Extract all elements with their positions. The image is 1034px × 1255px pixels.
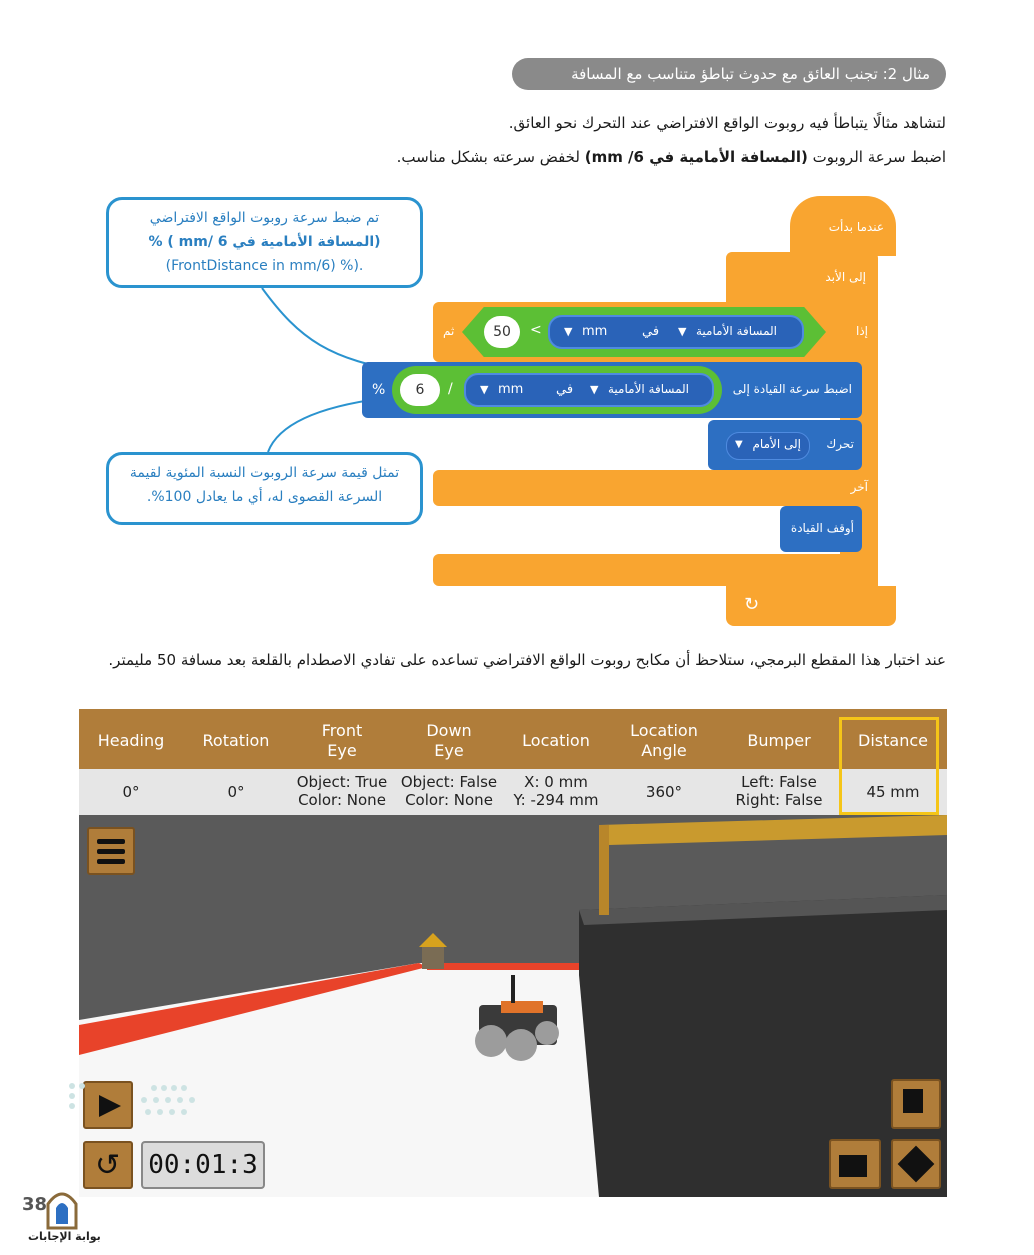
unit-label: mm bbox=[582, 324, 608, 339]
page-number: 38 bbox=[22, 1194, 48, 1215]
direction-label: إلى الأمام bbox=[752, 437, 801, 451]
top-view-camera-button[interactable] bbox=[891, 1079, 941, 1129]
column-header-2: Front Eye bbox=[321, 721, 363, 760]
drone-camera-icon bbox=[898, 1146, 935, 1183]
follow-camera-button[interactable] bbox=[829, 1139, 881, 1189]
timer-display: 00:01:3 bbox=[141, 1141, 265, 1189]
column-header-1: Rotation bbox=[202, 731, 270, 750]
sensor-columns bbox=[79, 709, 947, 815]
intro-line-2-bold: (المسافة الأمامية في mm /6) bbox=[584, 148, 808, 166]
when-started-label: عندما بدأت bbox=[828, 220, 884, 234]
column-header-4: Location bbox=[522, 731, 590, 750]
outro-text: عند اختبار هذا المقطع البرمجي، ستلاحظ أن مكابح روبوت الواقع الافتراضي تساعده على تفادي الاصطدام بالقلعة بعد مسافة 50 مليمتر. bbox=[108, 651, 946, 669]
menu-button[interactable] bbox=[87, 827, 135, 875]
callout2-line2: السرعة القصوى له، أي ما يعادل 100%. bbox=[146, 489, 383, 505]
direction-dropdown[interactable] bbox=[726, 432, 810, 460]
column-header-3: Down Eye bbox=[426, 721, 472, 760]
intro-line-2-b: لخفض سرعته بشكل مناسب. bbox=[396, 148, 585, 166]
reset-button[interactable] bbox=[83, 1141, 133, 1189]
column-value-5: 360° bbox=[645, 783, 683, 801]
compare-value[interactable]: 50 bbox=[484, 316, 520, 348]
else-block[interactable] bbox=[433, 470, 878, 506]
less-than-operator: < bbox=[530, 322, 542, 338]
column-value-7: 45 mm bbox=[866, 783, 920, 801]
set-speed-label: اضبط سرعة القيادة إلى bbox=[732, 382, 852, 396]
loop-arrow-icon: ↻ bbox=[744, 594, 760, 615]
stop-label: أوقف القيادة bbox=[790, 521, 854, 535]
when-started-block[interactable] bbox=[790, 196, 896, 256]
column-header-5: Location Angle bbox=[630, 721, 698, 760]
callout1-line1: تم ضبط سرعة روبوت الواقع الافتراضي bbox=[149, 210, 380, 226]
reset-icon: ↺ bbox=[95, 1148, 121, 1183]
column-value-3: Object: False Color: None bbox=[400, 773, 498, 809]
divisor-value[interactable]: 6 bbox=[400, 374, 440, 406]
column-value-2: Object: True Color: None bbox=[296, 773, 388, 809]
sensor-dropdown-arrow-2: ▼ bbox=[590, 383, 599, 396]
column-header-7: Distance bbox=[858, 731, 928, 750]
in-label-2: في bbox=[556, 382, 574, 397]
hamburger-icon bbox=[97, 839, 125, 844]
unit-dropdown-arrow-2: ▼ bbox=[480, 383, 489, 396]
intro-line-2-a: اضبط سرعة الروبوت bbox=[807, 148, 946, 166]
callout1-line2: (المسافة الأمامية في mm/ 6 ) % bbox=[148, 234, 381, 250]
unit-label-2: mm bbox=[498, 382, 524, 397]
column-value-4: X: 0 mm Y: -294 mm bbox=[513, 773, 599, 809]
column-header-6: Bumper bbox=[747, 731, 811, 750]
drive-forward-block[interactable] bbox=[708, 420, 862, 470]
divide-symbol: / bbox=[448, 381, 453, 397]
sensor-label-2: المسافة الأمامية bbox=[608, 382, 690, 396]
callout-percent-note bbox=[106, 452, 423, 525]
example-title: مثال 2: تجنب العائق مع حدوث تباطؤ متناسب مع المسافة bbox=[512, 58, 946, 90]
column-value-1: 0° bbox=[227, 783, 245, 801]
then-label: ثم bbox=[443, 324, 455, 338]
column-header-0: Heading bbox=[97, 731, 165, 750]
brand-name: بوابة الإجابات bbox=[28, 1230, 101, 1243]
forever-label: إلى الأبد bbox=[825, 270, 866, 284]
column-value-0: 0° bbox=[122, 783, 140, 801]
intro-line-1: لتشاهد مثالًا يتباطأ فيه روبوت الواقع الافتراضي عند التحرك نحو العائق. bbox=[508, 114, 946, 132]
else-label: آخر bbox=[850, 480, 868, 494]
stop-driving-block[interactable] bbox=[780, 506, 862, 552]
scene-3d bbox=[79, 815, 947, 1197]
sensor-label: المسافة الأمامية bbox=[696, 324, 778, 338]
percent-label: % bbox=[372, 382, 386, 398]
drive-label: تحرك bbox=[826, 437, 854, 451]
forever-block[interactable] bbox=[726, 252, 878, 302]
callout-speed-formula bbox=[106, 197, 423, 288]
ministry-logo bbox=[64, 1078, 204, 1128]
robot-view-icon bbox=[903, 1089, 923, 1113]
if-block-bottom bbox=[433, 554, 878, 586]
column-value-6: Left: False Right: False bbox=[735, 773, 823, 809]
brand-logo-icon bbox=[44, 1184, 80, 1230]
if-label: إذا bbox=[855, 324, 868, 338]
vr-simulator bbox=[79, 709, 947, 1197]
direction-dropdown-arrow: ▼ bbox=[735, 439, 743, 450]
callout2-line1: تمثل قيمة سرعة الروبوت النسبة المئوية لقيمة bbox=[129, 465, 400, 481]
video-camera-icon bbox=[839, 1155, 867, 1177]
callout1-line3: (FrontDistance in mm/6) %). bbox=[165, 258, 364, 274]
in-label: في bbox=[642, 324, 660, 339]
free-camera-button[interactable] bbox=[891, 1139, 941, 1189]
sensor-dropdown-arrow: ▼ bbox=[678, 325, 687, 338]
unit-dropdown-arrow: ▼ bbox=[564, 325, 573, 338]
front-distance-sensor[interactable] bbox=[548, 315, 804, 349]
front-distance-sensor-2[interactable] bbox=[464, 373, 714, 407]
forever-block-bottom bbox=[726, 586, 896, 626]
distance-highlight bbox=[839, 717, 939, 815]
